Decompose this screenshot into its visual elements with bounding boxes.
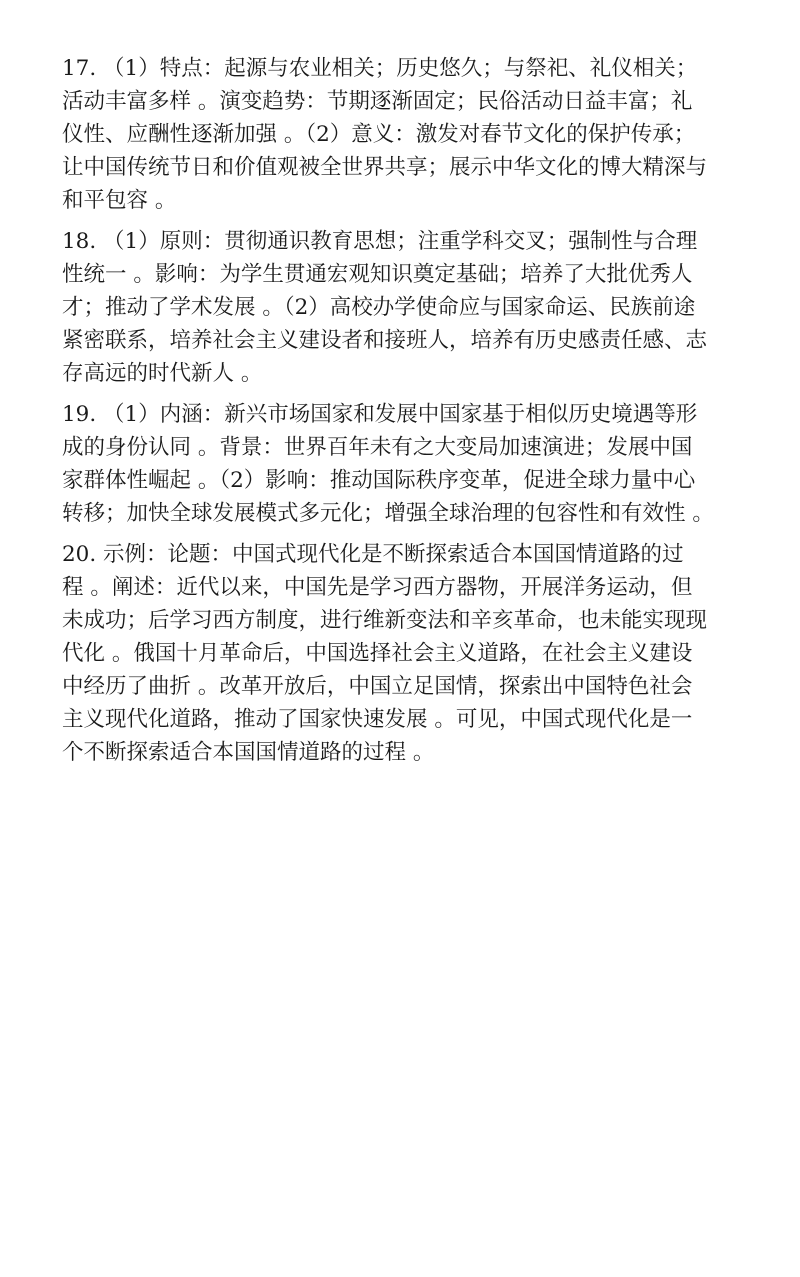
answer-line: 紧密联系，培养社会主义建设者和接班人，培养有历史感责任感、志: [62, 328, 708, 353]
answer-line: 才；推动了学术发展 。（2）高校办学使命应与国家命运、民族前途: [62, 295, 696, 320]
answer-18: [62, 225, 762, 390]
answer-line: 活动丰富多样 。演变趋势：节期逐渐固定；民俗活动日益丰富；礼: [62, 89, 693, 114]
answer-line: 仪性、应酬性逐渐加强 。（2）意义：激发对春节文化的保护传承；: [62, 122, 696, 147]
answer-document: [62, 52, 762, 777]
answer-line: 个不断探索适合本国国情道路的过程 。: [62, 740, 435, 765]
answer-line: 代化 。俄国十月革命后，中国选择社会主义道路，在社会主义建设: [62, 641, 693, 666]
answer-line: 程 。阐述：近代以来，中国先是学习西方器物，开展洋务运动，但: [62, 575, 693, 600]
answer-17: [62, 52, 762, 217]
answer-line: 18. （1）原则：贯彻通识教育思想；注重学科交叉；强制性与合理: [62, 229, 698, 254]
answer-line: 转移；加快全球发展模式多元化；增强全球治理的包容性和有效性 。: [62, 501, 714, 526]
answer-line: 家群体性崛起 。（2）影响：推动国际秩序变革，促进全球力量中心: [62, 468, 696, 493]
answer-line: 性统一 。影响：为学生贯通宏观知识奠定基础；培养了大批优秀人: [62, 262, 693, 287]
answer-20: [62, 538, 762, 769]
answer-line: 19. （1）内涵：新兴市场国家和发展中国家基于相似历史境遇等形: [62, 402, 698, 427]
answer-line: 主义现代化道路，推动了国家快速发展 。可见，中国式现代化是一: [62, 707, 693, 732]
answer-line: 成的身份认同 。背景：世界百年未有之大变局加速演进；发展中国: [62, 435, 693, 460]
answer-line: 让中国传统节日和价值观被全世界共享；展示中华文化的博大精深与: [62, 155, 708, 180]
answer-19: [62, 398, 762, 530]
answer-line: 和平包容 。: [62, 188, 177, 213]
answer-line: 存高远的时代新人 。: [62, 361, 263, 386]
answer-line: 未成功；后学习西方制度，进行维新变法和辛亥革命，也未能实现现: [62, 608, 708, 633]
answer-line: 17. （1）特点：起源与农业相关；历史悠久；与祭祀、礼仪相关；: [62, 56, 698, 81]
answer-line: 中经历了曲折 。改革开放后，中国立足国情，探索出中国特色社会: [62, 674, 693, 699]
answer-line: 20. 示例：论题：中国式现代化是不断探索适合本国国情道路的过: [62, 542, 684, 567]
